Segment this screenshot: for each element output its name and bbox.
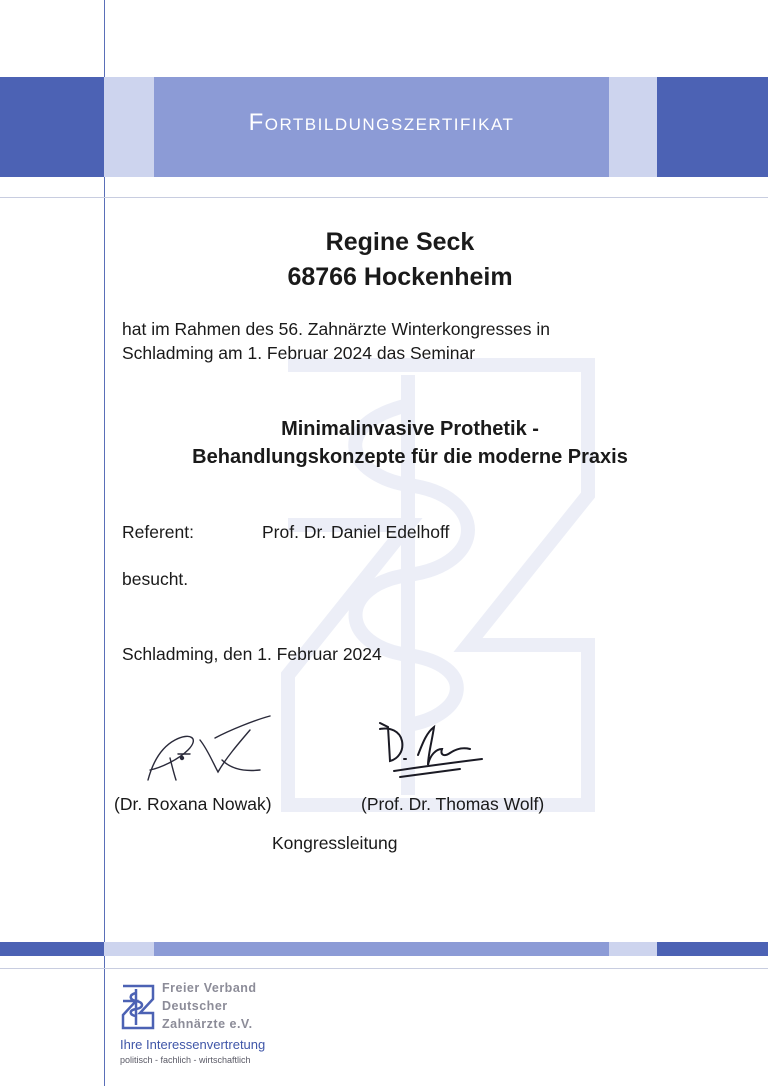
referent-name: Prof. Dr. Daniel Edelhoff	[262, 522, 450, 542]
signatory-right: (Prof. Dr. Thomas Wolf)	[361, 794, 545, 814]
recipient-city: 68766 Hockenheim	[287, 263, 513, 291]
attended-text: besucht.	[122, 569, 189, 589]
org-name-line-1: Freier Verband	[162, 981, 257, 995]
org-tagline: Ihre Interessenvertretung	[120, 1037, 266, 1052]
header-block-left	[0, 77, 104, 177]
seminar-title-line-1: Minimalinvasive Prothetik -	[281, 418, 539, 440]
org-subtagline: politisch - fachlich - wirtschaftlich	[120, 1055, 251, 1065]
signatory-role: Kongressleitung	[272, 833, 398, 853]
intro-line-1: hat im Rahmen des 56. Zahnärzte Winterkongresses in	[122, 319, 550, 339]
divider-bottom	[0, 968, 768, 969]
footer-block-center	[154, 942, 609, 956]
seminar-title-line-2: Behandlungskonzepte für die moderne Praxis	[192, 446, 628, 468]
footer-band	[0, 942, 768, 956]
footer-block-light-right	[609, 942, 657, 956]
footer-block-right	[657, 942, 768, 956]
footer-block-left	[0, 942, 104, 956]
certificate-title: Fortbildungszertifikat	[248, 109, 515, 136]
referent-label: Referent:	[122, 522, 194, 542]
header-block-light-left	[104, 77, 154, 177]
divider-top	[0, 197, 768, 198]
fvdz-logo-icon	[120, 983, 156, 1031]
signatory-left: (Dr. Roxana Nowak)	[114, 794, 272, 814]
intro-line-2: Schladming am 1. Februar 2024 das Seminar	[122, 343, 476, 363]
header-band	[0, 77, 768, 177]
signature-left	[130, 710, 280, 790]
org-name-line-3: Zahnärzte e.V.	[162, 1017, 253, 1031]
place-date: Schladming, den 1. Februar 2024	[122, 644, 382, 664]
signature-right	[370, 715, 490, 787]
header-block-light-right	[609, 77, 657, 177]
footer-block-light-left	[104, 942, 154, 956]
recipient-name: Regine Seck	[325, 228, 475, 256]
header-block-right	[657, 77, 768, 177]
org-name-line-2: Deutscher	[162, 999, 228, 1013]
